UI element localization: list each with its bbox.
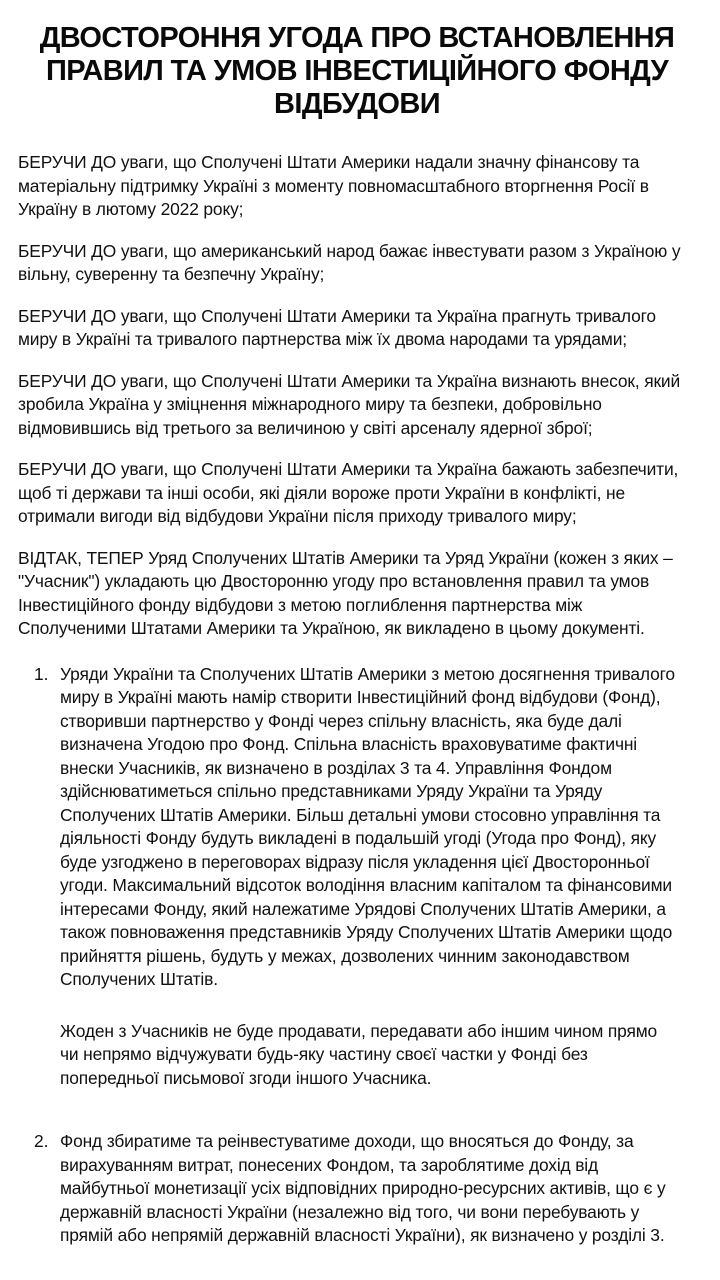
list-item-paragraph xyxy=(60,1020,696,1091)
list-item xyxy=(18,663,696,1091)
text-line: БЕРУЧИ ДО уваги, що Сполучені Штати Америки надали значну фінансову та xyxy=(18,152,640,172)
text-line: матеріальну підтримку Україні з моменту повномасштабного вторгнення Росії в xyxy=(18,175,649,196)
text-line: державній власності України (незалежно від того, чи вони перебувають у xyxy=(60,1201,640,1222)
title-line: ВІДБУДОВИ xyxy=(274,88,440,120)
recital-paragraph xyxy=(18,370,696,441)
text-line: прийняття рішень, будуть у межах, дозволених чинним законодавством xyxy=(60,945,630,966)
preamble-paragraph xyxy=(18,547,696,641)
list-item-number: 1. xyxy=(34,663,49,684)
text-line: миру в Україні мають намір створити Інвестиційний фонд відбудови (Фонд), xyxy=(60,687,661,707)
text-line: БЕРУЧИ ДО уваги, що американський народ бажає інвестувати разом з Україною у xyxy=(18,240,681,261)
recital-paragraph xyxy=(18,305,696,352)
list-item-paragraph xyxy=(60,1130,696,1248)
text-line: БЕРУЧИ ДО уваги, що Сполучені Штати Америки та Україна бажають забезпечити, xyxy=(18,459,679,479)
text-line: відмовившись від третього за величиною у світі арсеналу ядерної зброї; xyxy=(18,417,593,438)
text-line: здійснюватиметься спільно представниками Уряду України та Уряду xyxy=(60,781,603,801)
title-line: ДВОСТОРОННЯ УГОДА ПРО ВСТАНОВЛЕННЯ xyxy=(39,22,675,54)
text-line: Україну в лютому 2022 року; xyxy=(18,199,244,219)
text-line: щоб ті держави та інші особи, які діяли вороже проти України в конфлікті, не xyxy=(18,482,625,503)
text-line: "Учасник") укладають цю Двосторонню угоду про встановлення правил та умов xyxy=(18,571,650,591)
title-line: ПРАВИЛ ТА УМОВ ІНВЕСТИЦІЙНОГО ФОНДУ xyxy=(45,55,669,87)
text-line: Сполучених Штатів Америки. Більш детальні умови стосовно управління та xyxy=(60,804,661,825)
text-line: Жоден з Учасників не буде продавати, передавати або іншим чином прямо xyxy=(60,1020,658,1041)
text-line: Сполучених Штатів. xyxy=(60,969,218,989)
text-line: буде узгоджено в переговорах відразу після укладення цієї Двосторонньої xyxy=(60,851,650,872)
text-line: попередньої письмової згоди іншого Учасника. xyxy=(60,1067,432,1088)
text-line: БЕРУЧИ ДО уваги, що Сполучені Штати Америки та Україна визнають внесок, який xyxy=(18,370,681,391)
text-line: ВІДТАК, ТЕПЕР Уряд Сполучених Штатів Америки та Уряд України (кожен з яких – xyxy=(18,547,673,568)
text-line: вільну, суверенну та безпечну Україну; xyxy=(18,264,325,284)
text-line: отримали вигоди від відбудови України після приходу тривалого миру; xyxy=(18,506,577,526)
text-line: створивши партнерство у Фонді через спільну власність, яка буде далі xyxy=(60,710,622,731)
recital-paragraph xyxy=(18,151,696,222)
text-line: також повноваження представників Уряду Сполучених Штатів Америки щодо xyxy=(60,922,673,942)
document-title xyxy=(18,22,696,121)
text-line: внески Учасників, як визначено в розділах 3 та 4. Управління Фондом xyxy=(60,757,612,778)
text-line: зробила Україна у зміцнення міжнародного миру та безпеки, добровільно xyxy=(18,394,602,414)
text-line: прямій або непрямій державній власності України), як визначено у розділі 3. xyxy=(60,1225,665,1245)
text-line: миру в Україні та тривалого партнерства між їх двома народами та урядами; xyxy=(18,329,627,349)
text-line: вирахуванням витрат, понесених Фондом, та зароблятиме дохід від xyxy=(60,1154,599,1175)
text-line: інтересами Фонду, який належатиме Урядові Сполучених Штатів Америки, а xyxy=(60,898,666,919)
list-item xyxy=(18,1130,696,1248)
text-line: визначена Угодою про Фонд. Спільна власність враховуватиме фактичні xyxy=(60,734,638,754)
numbered-list xyxy=(18,663,696,1248)
recital-paragraph xyxy=(18,240,696,287)
text-line: Уряди України та Сполучених Штатів Америки з метою досягнення тривалого xyxy=(60,663,675,684)
text-line: Фонд збиратиме та реінвестуватиме доходи, що вносяться до Фонду, за xyxy=(60,1131,634,1151)
text-line: БЕРУЧИ ДО уваги, що Сполучені Штати Америки та Україна прагнуть тривалого xyxy=(18,305,656,326)
text-line: Сполученими Штатами Америки та Україною, як викладено в цьому документі. xyxy=(18,618,645,638)
text-line: діяльності Фонду будуть викладені в подальшій угоді (Угода про Фонд), яку xyxy=(60,828,657,848)
text-line: чи непрямо відчужувати будь-яку частину своєї частки у Фонді без xyxy=(60,1044,588,1064)
text-line: угоди. Максимальний відсоток володіння власним капіталом та фінансовими xyxy=(60,875,672,895)
recital-paragraph xyxy=(18,458,696,529)
list-item-paragraph xyxy=(60,663,696,992)
text-line: Інвестиційного фонду відбудови з метою поглиблення партнерства між xyxy=(18,594,583,615)
text-line: майбутньої монетизації усіх відповідних природно-ресурсних активів, що є у xyxy=(60,1178,666,1198)
list-item-number: 2. xyxy=(34,1131,49,1151)
